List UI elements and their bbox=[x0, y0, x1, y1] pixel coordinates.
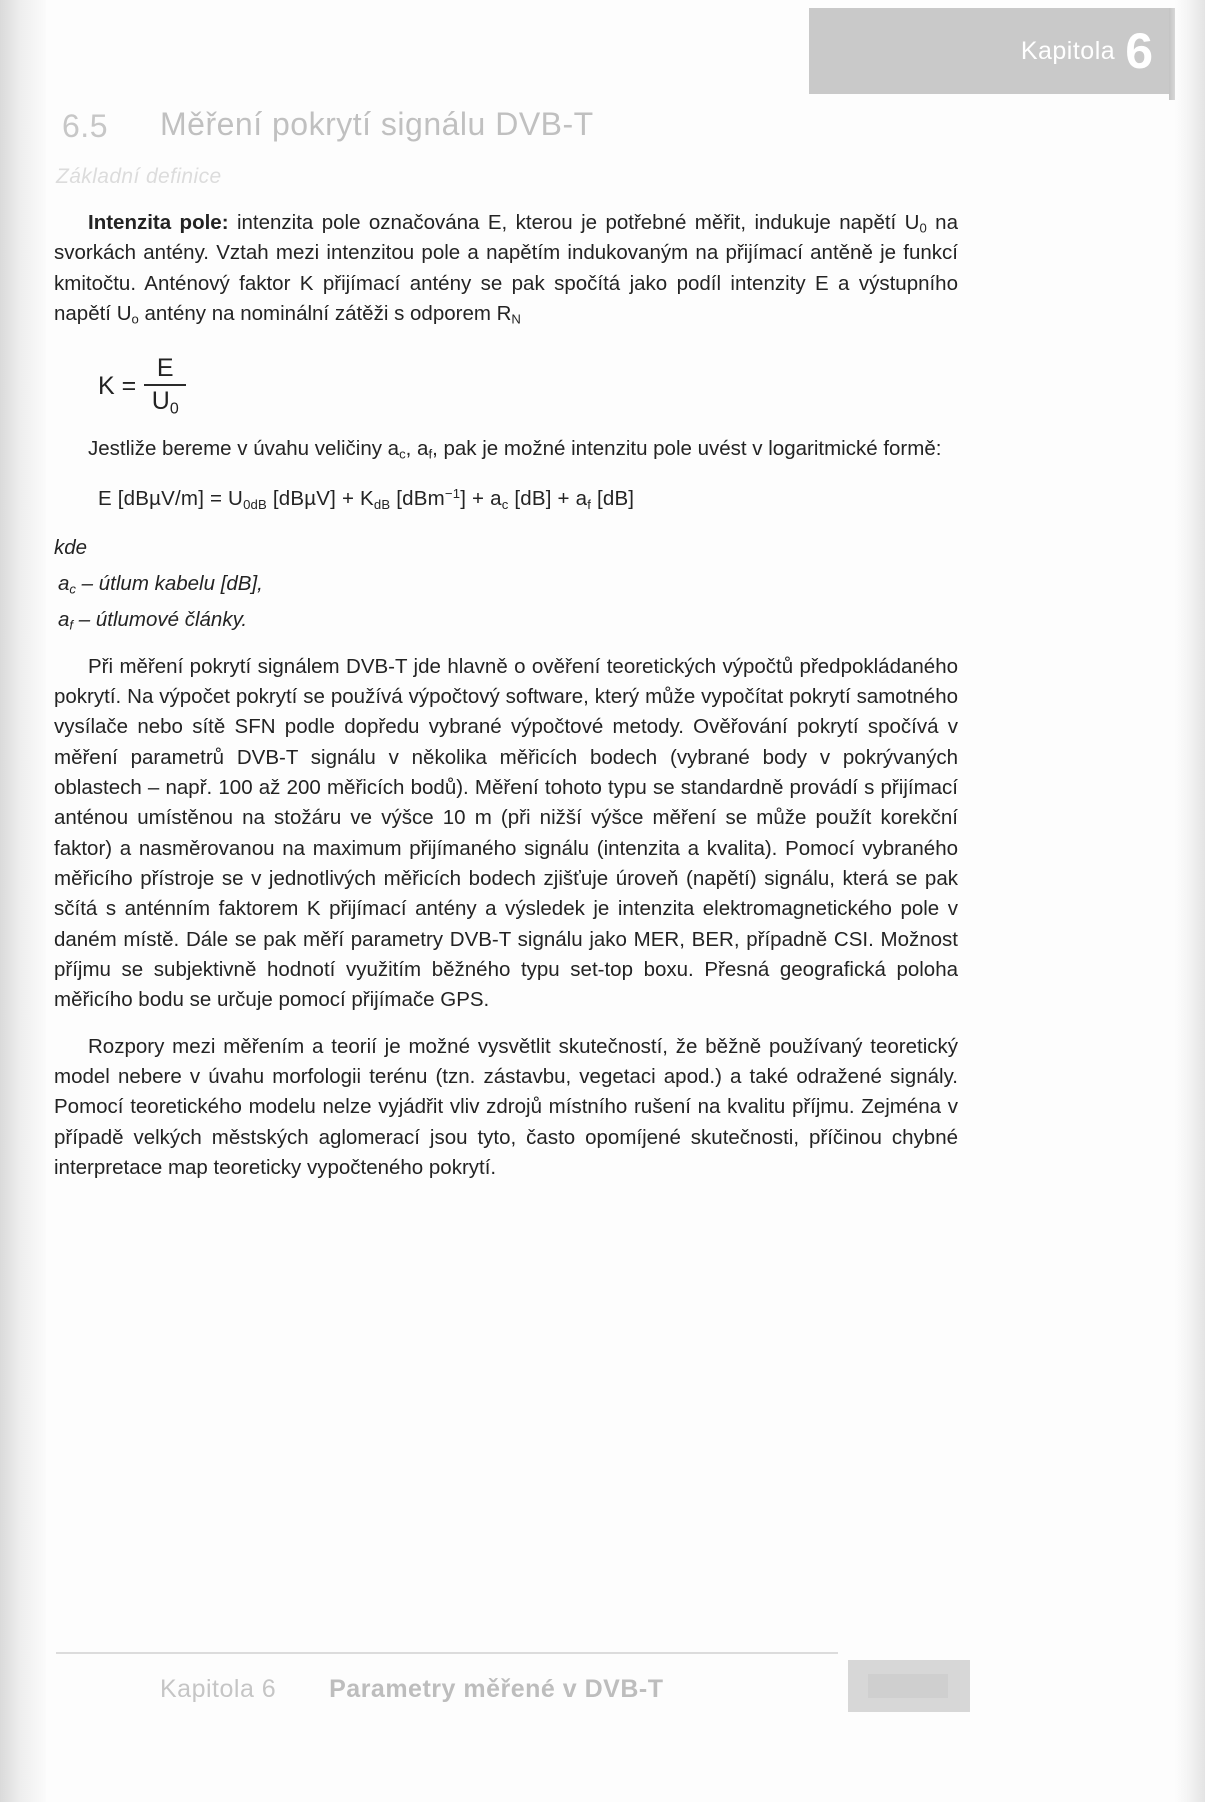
subscript-ac: c bbox=[399, 446, 406, 462]
legend-symbol-af-sub: f bbox=[69, 618, 74, 634]
subsection-title: Základní definice bbox=[56, 165, 222, 188]
legend-symbol-af: a bbox=[58, 608, 70, 632]
denominator-symbol: U bbox=[151, 386, 170, 415]
legend-text-ac: – útlum kabelu [dB], bbox=[75, 572, 263, 596]
section-number: 6.5 bbox=[62, 108, 108, 144]
footer-divider bbox=[56, 1652, 838, 1654]
subscript-uo: o bbox=[131, 311, 139, 327]
paragraph-1-part-c: antény na nominální zátěži s odporem R bbox=[138, 301, 512, 325]
footer-graphic bbox=[848, 1660, 970, 1712]
subscript-af: f bbox=[428, 446, 433, 462]
legend-symbol-ac-sub: c bbox=[69, 581, 76, 597]
formula-e-sub3: c bbox=[501, 497, 509, 513]
legend-label: kde bbox=[54, 535, 88, 559]
subscript-rn: N bbox=[511, 311, 521, 327]
legend-text-af: – útlumové články. bbox=[73, 608, 248, 632]
subscript-u0: 0 bbox=[919, 220, 927, 236]
formula-e-part1: E [dBµV/m] = U bbox=[98, 487, 244, 511]
formula-e-sup1: −1 bbox=[444, 486, 461, 502]
banner-shadow bbox=[1169, 8, 1183, 100]
legend-symbol-ac: a bbox=[58, 572, 70, 596]
paragraph-2-part-c: , pak je možné intenzitu pole uvést v logaritmické formě: bbox=[432, 436, 942, 460]
paragraph-coverage-measurement: Při měření pokrytí signálem DVB-T jde hlavně o ověření teoretických výpočtů předpokládaného pokrytí. Na výpočet pokrytí se používá výpočtový software, který může vypočítat pokrytí samotného vysílače nebo sítě SFN podle dopředu vybrané výpočtové metody. Ověřování pokrytí spočívá v měření parametrů DVB-T signálu v několika měřicích bodech (vybrané body v pokrývaných oblastech – např. 100 až 200 měřicích bodů). Měření tohoto typu se standardně provádí s přijímací anténou umístěnou na stožáru ve výšce 10 m (při nižší výšce měření se může použít korekční faktor) a nasměrovanou na maximum přijímaného signálu (intenzita a kvalita). Pomocí vybraného měřicího přístroje se v jednotlivých měřicích bodech zjišťuje úroveň (napětí) signálu, která se pak sčítá s anténním faktorem K přijímací antény a výsledek je intenzita elektromagnetického pole v daném místě. Dále se pak měří parametry DVB-T signálu jako MER, BER, případně CSI. Možnost příjmu se subjektivně hodnotí využitím běžného typu set-top boxu. Přesná geografická poloha měřicího bodu se určuje pomocí přijímače GPS. bbox=[54, 654, 958, 1012]
chapter-banner-number: 6 bbox=[1125, 23, 1153, 79]
document-body bbox=[54, 208, 958, 1183]
paragraph-2-part-a: Jestliže bereme v úvahu veličiny a bbox=[88, 436, 400, 460]
paragraph-discrepancies: Rozpory mezi měřením a teorií je možné vysvětlit skutečností, že běžně používaný teoretický model nebere v úvahu morfologii terénu (tzn. zástavbu, vegetaci apod.) a také odražené signály. Pomocí teoretického modelu nelze vyjádřit vliv zdrojů místního rušení na kvalitu příjmu. Zejména v případě velkých městských aglomerací jsou tyto, často opomíjené skutečnosti, příčinou chybné interpretace map teoreticky vypočteného pokrytí. bbox=[54, 1034, 958, 1179]
paragraph-logarithmic-form bbox=[54, 434, 958, 464]
formula-lhs: K = bbox=[98, 372, 137, 401]
legend-item-attenuators bbox=[58, 605, 958, 635]
chapter-banner-label: Kapitola bbox=[1020, 36, 1116, 65]
chapter-banner bbox=[809, 8, 1169, 94]
footer bbox=[160, 1675, 663, 1704]
formula-e-part3: [dBm bbox=[390, 487, 445, 511]
formula-antenna-factor bbox=[98, 355, 958, 418]
fraction bbox=[144, 355, 186, 418]
formula-e-sub1: 0dB bbox=[243, 497, 267, 513]
fraction-numerator: E bbox=[156, 354, 174, 383]
paragraph-1-part-a: intenzita pole označována E, kterou je potřebné měřit, indukuje napětí U bbox=[228, 211, 920, 234]
formula-e-sub2: dB bbox=[373, 497, 391, 513]
formula-e-sub4: f bbox=[587, 497, 592, 513]
formula-e-part6: [dB] bbox=[591, 487, 635, 511]
page-title: Měření pokrytí signálu DVB-T bbox=[160, 106, 594, 142]
formula-field-strength bbox=[98, 484, 958, 515]
formula-e-part2: [dBµV] + K bbox=[267, 487, 374, 511]
fraction-denominator bbox=[146, 386, 185, 418]
denominator-subscript: 0 bbox=[169, 400, 179, 418]
paragraph-2-part-b: , a bbox=[405, 436, 429, 460]
formula-e-part4: ] + a bbox=[460, 487, 502, 511]
term-intensity-label: Intenzita pole: bbox=[88, 211, 229, 234]
paragraph-1-part-b: na svorkách antény. Vztah mezi intenzitou pole a napětím indukovaným na přijímací antěně je funkcí kmitočtu. Anténový faktor K přijímací antény se pak spočítá jako podíl intenzity E a výstupního napětí U bbox=[54, 211, 958, 325]
legend-item-cable-loss bbox=[58, 569, 958, 599]
paragraph-intensity-definition bbox=[54, 208, 958, 329]
footer-chapter: Kapitola 6 bbox=[160, 1675, 277, 1703]
footer-title: Parametry měřené v DVB-T bbox=[329, 1675, 664, 1703]
formula-e-part5: [dB] + a bbox=[508, 487, 588, 511]
